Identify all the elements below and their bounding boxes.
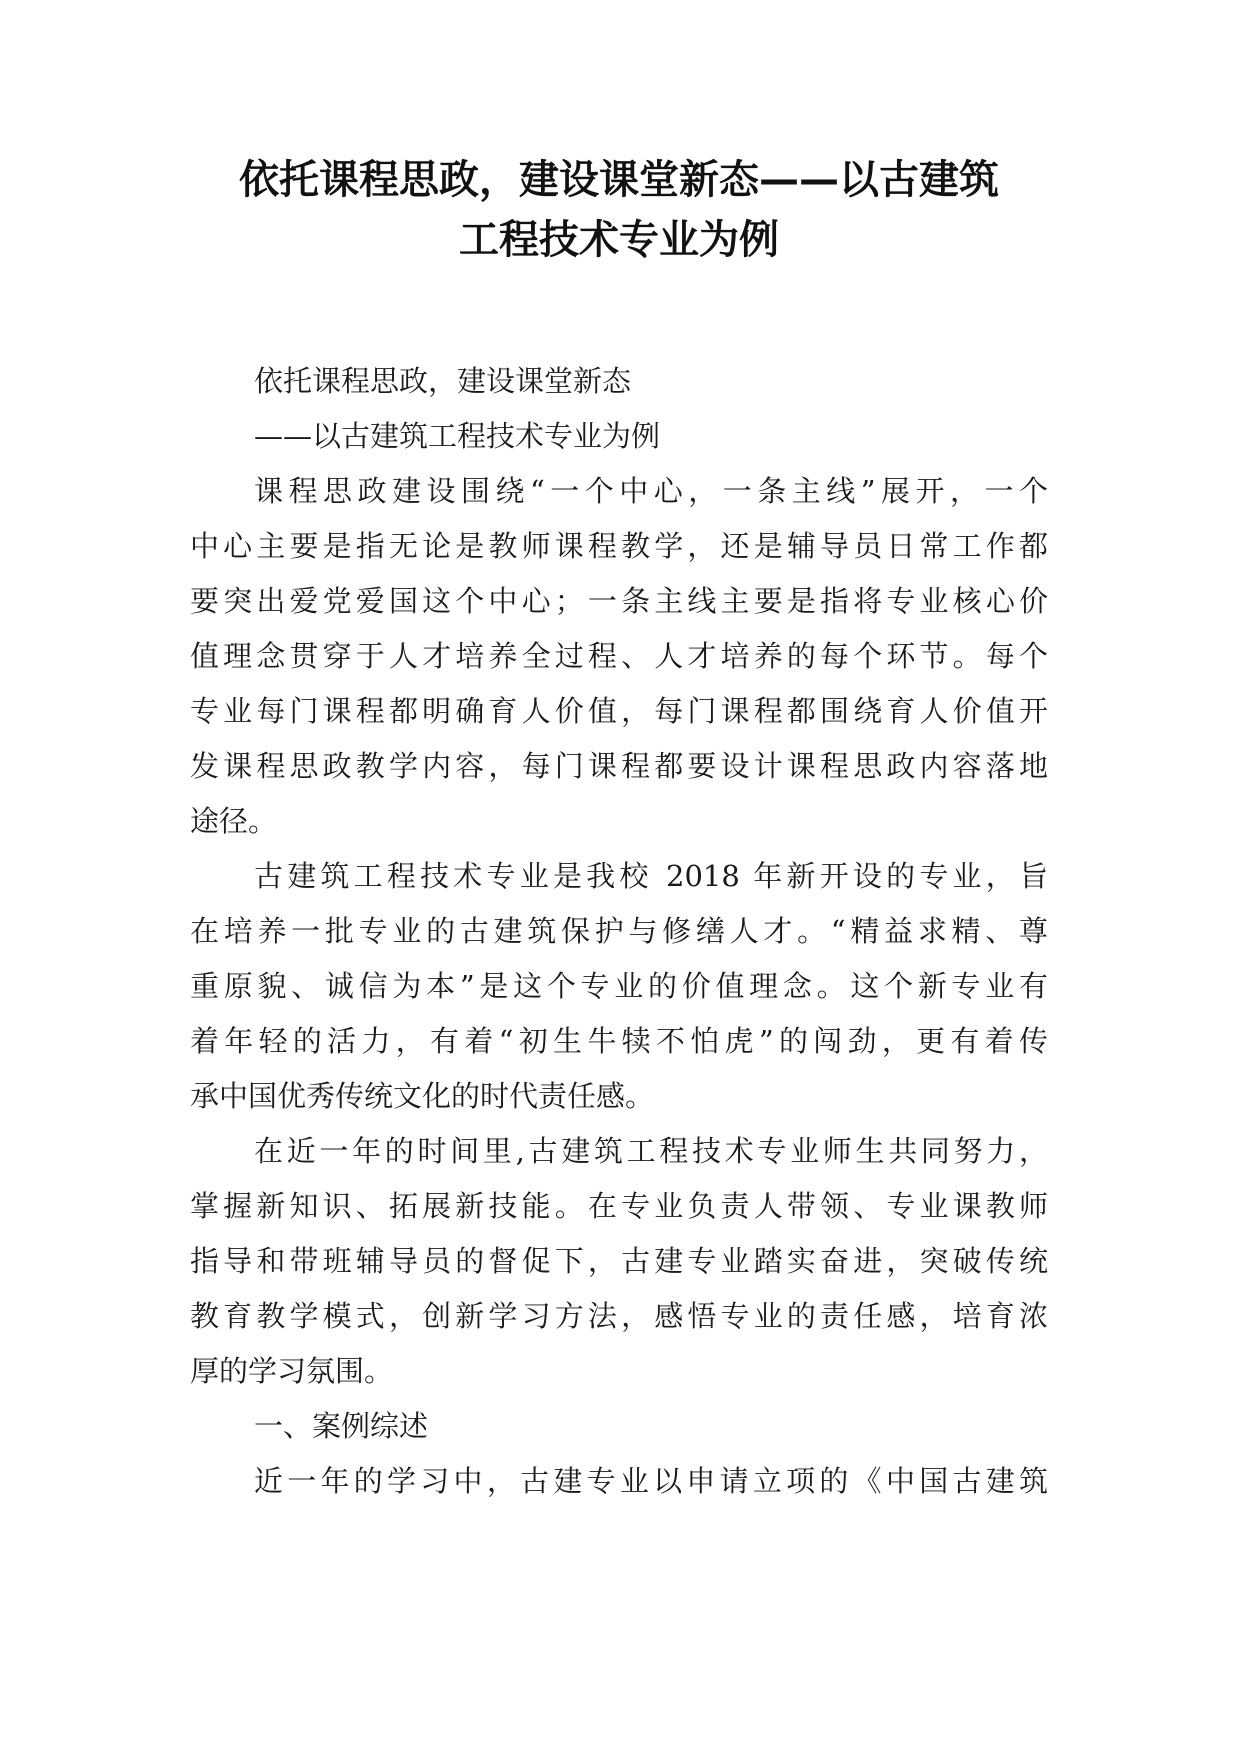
- body-text-line: 依托课程思政，建设课堂新态: [254, 364, 632, 398]
- body-text-line: 近一年的学习中，古建专业以申请立项的《中国古建筑: [254, 1464, 1048, 1498]
- body-text-line: 掌握新知识、拓展新技能。在专业负责人带领、专业课教师: [190, 1189, 1048, 1223]
- body-text-line: 要突出爱党爱国这个中心；一条主线主要是指将专业核心价: [190, 584, 1048, 618]
- body-text-line: 在近一年的时间里,古建筑工程技术专业师生共同努力，: [254, 1134, 1048, 1168]
- body-text-line: 指导和带班辅导员的督促下，古建专业踏实奋进，突破传统: [190, 1244, 1048, 1278]
- body-text-line: 专业每门课程都明确育人价值，每门课程都围绕育人价值开: [190, 694, 1048, 728]
- body-text-line: 着年轻的活力，有着“初生牛犊不怕虎”的闯劲，更有着传: [190, 1024, 1048, 1058]
- body-text-line: 古建筑工程技术专业是我校 2018 年新开设的专业，旨: [254, 859, 1048, 893]
- body-text-line: 教育教学模式，创新学习方法，感悟专业的责任感，培育浓: [190, 1299, 1048, 1333]
- body-text-line: 发课程思政教学内容，每门课程都要设计课程思政内容落地: [190, 749, 1048, 783]
- title-line-2: 工程技术专业为例: [459, 217, 779, 263]
- body-text-line: 课程思政建设围绕“一个中心，一条主线”展开，一个: [254, 474, 1048, 508]
- body-text-line: 途径。: [190, 804, 278, 838]
- document-body: [190, 354, 1048, 1509]
- body-text-line: 厚的学习氛围。: [190, 1354, 394, 1388]
- body-text-line: ——以古建筑工程技术专业为例: [254, 419, 661, 453]
- body-text-line: 在培养一批专业的古建筑保护与修缮人才。“精益求精、尊: [190, 914, 1048, 948]
- body-text-line: 重原貌、诚信为本”是这个专业的价值理念。这个新专业有: [190, 969, 1048, 1003]
- document-title: [190, 150, 1048, 270]
- body-text-line: 承中国优秀传统文化的时代责任感。: [190, 1079, 655, 1113]
- body-text-line: 中心主要是指无论是教师课程教学，还是辅导员日常工作都: [190, 529, 1048, 563]
- body-text-line: 一、案例综述: [254, 1409, 429, 1443]
- body-text-line: 值理念贯穿于人才培养全过程、人才培养的每个环节。每个: [190, 639, 1048, 673]
- title-line-1: 依托课程思政，建设课堂新态——以古建筑: [239, 157, 999, 203]
